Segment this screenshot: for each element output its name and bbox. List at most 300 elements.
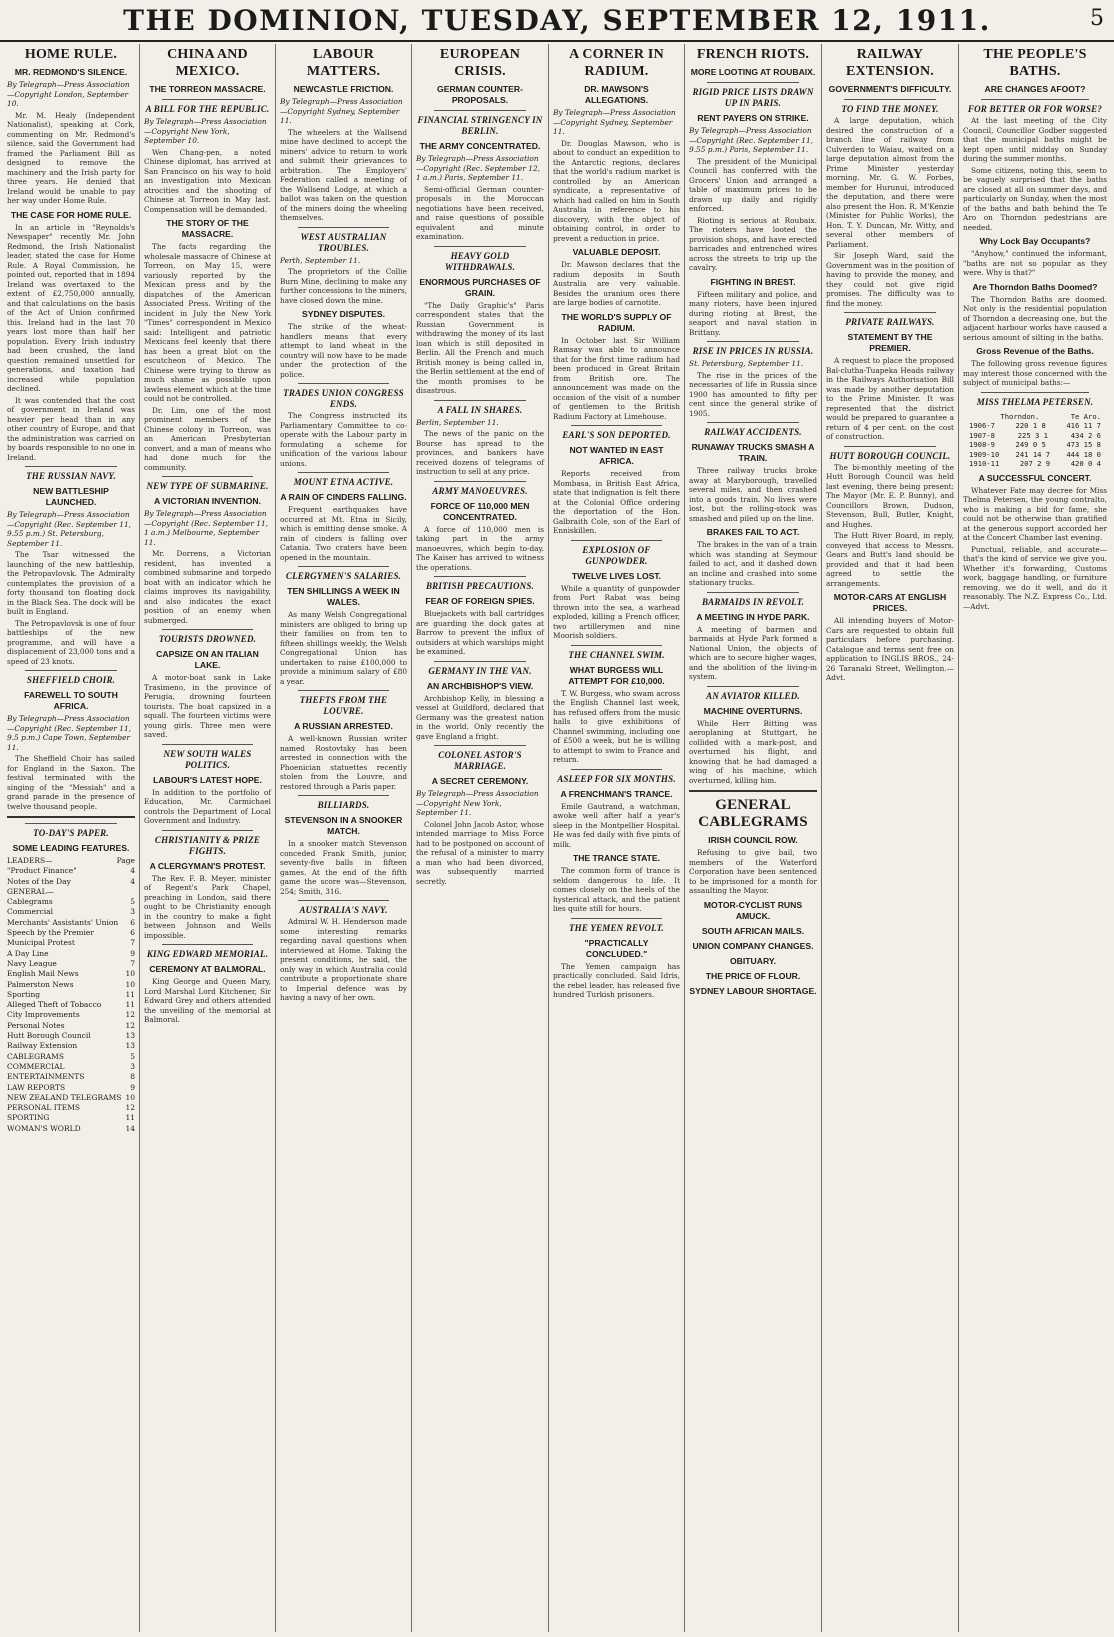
column-corner-radium — [549, 44, 685, 1632]
section-rule — [7, 816, 135, 818]
contents-row — [7, 856, 135, 866]
article-text: "Anyhow," continued the informant, "baths are not so popular as they were. Why is that?" — [963, 249, 1107, 277]
section-rule — [707, 422, 799, 423]
revenue-table-heading: Thorndon. — [1000, 411, 1040, 421]
contents-page: 11 — [125, 1000, 135, 1010]
article-text: A force of 110,000 men is taking part in the army manoeuvres, which begin to-day. The Kaiser has arrived to witness the operations. — [416, 524, 544, 572]
article-text: Rioting is serious at Roubaix. The rioters have looted the provision shops, and have erected barricades and entrenched wires across the streets to trip up the cavalry. — [689, 215, 817, 272]
sub-headline: THE PRICE OF FLOUR. — [705, 970, 801, 981]
sub-headline: STATEMENT BY THE PREMIER. — [847, 332, 933, 353]
article-headline: TO-DAY'S PAPER. — [33, 828, 109, 838]
column-labour-matters — [276, 44, 412, 1632]
sub-headline: IRISH COUNCIL ROW. — [708, 835, 798, 845]
contents-page: 11 — [125, 989, 135, 999]
column-heading: A CORNER IN RADIUM. — [569, 47, 664, 79]
article-text: In an article in "Reynolds's Newspaper" recently Mr. John Redmond, the Irish Nationalist leader, stated the case for Home Rule. A Royal Commission, he pointed out, reported that in 1894 Ireland was overtaxed to the extent of £2,750,000 annually, and that calculations on the basis of the Act of Union confirmed this. Ireland had in the last 70 years lost more than half her population. Every Irish industry had been crushed, the land question remained unsettled for generations, and taxation had increased while population declined. — [7, 222, 135, 393]
contents-page: 6 — [130, 917, 135, 927]
contents-row — [7, 1000, 135, 1010]
article-text: Bluejackets with ball cartridges are guarding the dock gates at Barrow to prevent the influx of outsiders at which warships might be examined. — [416, 609, 544, 656]
section-banner-headline: GENERAL CABLEGRAMS — [698, 797, 808, 830]
article-dateline: By Telegraph—Press Association—Copyright (Rec. September 11, 9.5 p.m.) Cape Town, September 11. — [7, 714, 132, 752]
sub-headline: FORCE OF 110,000 MEN CONCENTRATED. — [430, 500, 530, 522]
section-rule — [434, 400, 526, 401]
article-text: A request to place the proposed Bal-clutha-Tuapeka Heads railway in the Railways Authorisation Bill was made by another deputation to the Prime Minister. It was represented that the district would be prepared to guarantee a return of 4 per cent. on the cost of construction. — [826, 356, 954, 441]
article-headline: BILLIARDS. — [317, 800, 370, 810]
section-rule — [25, 670, 117, 671]
contents-item: Notes of the Day — [7, 876, 71, 886]
article-text: Some citizens, noting this, seem to be vaguely surprised that the baths are closed at all on summer days, and particularly on Sunday, when the most of the baths and bath behind the Te Aro on Thorndon pedestrians are needed. — [963, 165, 1107, 232]
revenue-cell-year: 1908-9 — [969, 440, 995, 449]
contents-row — [7, 938, 135, 948]
sub-headline: CEREMONY AT BALMORAL. — [149, 964, 266, 974]
sub-headline: MR. REDMOND'S SILENCE. — [14, 67, 128, 77]
section-rule — [434, 576, 526, 577]
article-dateline: St. Petersburg, September 11. — [689, 359, 804, 368]
sub-headline: A SECRET CEREMONY. — [431, 776, 529, 786]
column-china-mexico — [140, 44, 276, 1632]
article-text: Dr. Douglas Mawson, who is about to conduct an expedition to the Antarctic regions, declares that the world's radium market is controlled by an American syndicate, a representative of which had called on him in South Australia in reference to his discovery, with the object of obtaining control, in order to prevent a reduction in price. — [553, 138, 680, 243]
article-text: The Yemen campaign has practically concluded. Said Idris, the rebel leader, has released five hundred Turkish prisoners. — [553, 961, 680, 999]
contents-item: LAW REPORTS — [7, 1082, 66, 1092]
article-text: All intending buyers of Motor-Cars are requested to obtain full particulars before purchasing. Catalogue and terms sent free on application to INGLIS BROS., 24-26 Taranaki Street, Wellington.—Advt. — [826, 616, 954, 682]
contents-page: Page — [116, 856, 135, 865]
sub-headline: A RAIN OF CINDERS FALLING. — [280, 492, 407, 502]
article-text: A well-known Russian writer named Rostovtsky has been arrested in connection with the Phoenician statuettes recently stolen from the Louvre, and restored through a Paris paper. — [280, 734, 407, 791]
sub-headline: BRAKES FAIL TO ACT. — [706, 527, 800, 537]
sub-headline: GERMAN COUNTER-PROPOSALS. — [437, 84, 523, 105]
contents-page: 10 — [125, 969, 135, 979]
article-text: As many Welsh Congregational ministers are obliged to bring up their families on from ten to fifteen shillings weekly, the Welsh Congregational Union has undertaken to raise £100,000 to provide a minimum salary of £80 a year. — [280, 610, 407, 686]
sub-headline: A VICTORIAN INVENTION. — [154, 496, 261, 506]
article-text: The news of the panic on the Bourse has spread to the provinces, and bankers have received dozens of telegrams of instruction to sell at any price. — [416, 429, 544, 476]
article-headline: RIGID PRICE LISTS DRAWN UP IN PARIS. — [692, 87, 814, 108]
article-headline: BRITISH PRECAUTIONS. — [425, 581, 535, 591]
column-heading: HOME RULE. — [24, 47, 118, 62]
article-text: In addition to the portfolio of Education, Mr. Carmichael controls the Department of Local Government and Industry. — [144, 787, 271, 825]
article-text: In October last Sir William Ramsay was able to announce that for the first time radium had been produced in Great Britain from British ore. The announcement was made on the occasion of the visit of a number of gentlemen to the British Radium Factory at Limehouse. — [553, 335, 680, 421]
sub-headline: THE TORREON MASSACRE. — [149, 84, 266, 94]
contents-row — [7, 907, 135, 917]
sub-headline: "PRACTICALLY CONCLUDED." — [584, 937, 649, 959]
article-text: Sir Joseph Ward, said the Government was in the position of having to provide the money, and they could not give rigid promises. The difficulty was to find the money. — [826, 251, 954, 308]
revenue-cell-thorndon: 220 1 8 — [1015, 421, 1046, 430]
article-headline: TRADES UNION CONGRESS ENDS. — [283, 388, 404, 409]
contents-row — [7, 1083, 135, 1093]
sub-headline: A SUCCESSFUL CONCERT. — [978, 472, 1092, 483]
section-rule — [298, 472, 389, 473]
revenue-cell-te_aro: 444 18 0 — [1066, 449, 1101, 459]
article-text: Mr. M. Healy (Independent Nationalist), speaking at Cork, commenting on Mr. Redmond's silence, said the Government had framed the Parliament Bill as designed to remove the machinery and the Irish party for three years. He denied that Ireland would be unable to pay her way under Home Rule. — [7, 110, 135, 205]
contents-page: 12 — [125, 1010, 135, 1020]
article-headline: TOURISTS DROWNED. — [158, 634, 257, 644]
revenue-table-header — [969, 412, 1101, 422]
revenue-cell-te_aro: 473 15 8 — [1066, 440, 1101, 449]
contents-row — [7, 1072, 135, 1082]
revenue-cell-year: 1909-10 — [969, 449, 1000, 459]
section-rule — [298, 900, 389, 901]
column-heading: EUROPEAN CRISIS. — [439, 47, 521, 79]
contents-list — [7, 856, 135, 1134]
section-rule — [162, 744, 253, 745]
article-text: A large deputation, which desired the construction of a branch line of railway from Culverden to Waiau, waited on a large deputation almost from the Prime Minister yesterday morning. Mr. G. W. Forbes, member for Hurunui, introduced the deputation, and there were also present the Hon. R. M'Kenzie (Minister for Public Works), the Hon. T. Y. Duncan, Mr. Witty, and several other members of Parliament. — [826, 116, 954, 249]
contents-page: 11 — [125, 1113, 135, 1123]
section-rule — [707, 341, 799, 342]
article-text: Three railway trucks broke away at Maryborough, travelled several miles, and then crashed into a goods train. No lives were lost, but the rolling-stock was smashed and piled up on the line. — [689, 466, 817, 523]
contents-row — [7, 1031, 135, 1041]
article-text: A motor-boat sank in Lake Trasimeno, in the province of Perugia, drowning fourteen tourists. The boat capsized in a squall. The fourteen victims were young girls. Three men were saved. — [144, 673, 271, 739]
sub-headline: Why Lock Bay Occupants? — [979, 236, 1091, 246]
article-headline: EARL'S SON DEPORTED. — [562, 430, 671, 440]
contents-item: Cablegrams — [7, 897, 53, 907]
sub-headline: NEWCASTLE FRICTION. — [293, 84, 394, 94]
contents-item: Hutt Borough Council — [7, 1031, 91, 1041]
sub-headline: FAREWELL TO SOUTH AFRICA. — [24, 690, 118, 711]
column-heading: CHINA AND MEXICO. — [167, 47, 248, 79]
article-headline: MOUNT ETNA ACTIVE. — [293, 477, 394, 487]
contents-page: 5 — [130, 897, 135, 907]
section-rule — [162, 476, 253, 477]
contents-page: 10 — [125, 979, 135, 989]
article-text: The president of the Municipal Council has conferred with the Grocers' Union and arranged a table of maximum prices to be drawn up daily and rigidly enforced. — [689, 156, 817, 213]
revenue-table-row — [969, 431, 1101, 441]
sub-headline: MOTOR-CARS AT ENGLISH PRICES. — [833, 592, 947, 613]
contents-page: 3 — [130, 1061, 135, 1071]
sub-headline: TEN SHILLINGS A WEEK IN WALES. — [287, 586, 400, 607]
contents-item: Navy League — [7, 958, 57, 968]
article-text: The Rev. F. B. Meyer, minister of Regent's Park Chapel, preaching in London, said there ought to be Christianity enough in the country to make a fight between Johnson and Wells impossible. — [144, 873, 271, 940]
sub-headline: A MEETING IN HYDE PARK. — [696, 611, 810, 622]
article-text: At the last meeting of the City Council, Councillor Godber suggested that the municipal baths might be kept open until midday on Sunday during the summer months. — [963, 116, 1107, 163]
section-rule — [434, 745, 526, 746]
contents-item: Railway Extension — [7, 1041, 78, 1051]
contents-row — [7, 1124, 135, 1134]
contents-row — [7, 1062, 135, 1072]
contents-page: 7 — [130, 938, 135, 948]
sub-headline: WHAT BURGESS WILL ATTEMPT FOR £10,000. — [568, 664, 665, 686]
sub-headline: SOME LEADING FEATURES. — [12, 843, 130, 853]
contents-row — [7, 928, 135, 938]
contents-row — [7, 877, 135, 887]
article-text: The Tsar witnessed the launching of the new battleship, the Petropavlovsk. The Admiralty contemplates the provision of a forty thousand ton floating dock in the Black Sea. The dock will be built in England. — [7, 550, 135, 616]
sub-headline: MACHINE OVERTURNS. — [703, 705, 803, 716]
column-heading: FRENCH RIOTS. — [696, 47, 810, 62]
sub-headline: A FRENCHMAN'S TRANCE. — [560, 788, 673, 799]
article-headline: HEAVY GOLD WITHDRAWALS. — [444, 250, 516, 272]
article-text: The Petropavlovsk is one of four battleships of the new programme, and will have a displacement of 23,000 tons and a speed of 23 knots. — [7, 618, 135, 666]
contents-row — [7, 959, 135, 969]
sub-headline: FEAR OF FOREIGN SPIES. — [425, 596, 535, 606]
contents-row — [7, 990, 135, 1000]
contents-item: SPORTING — [7, 1113, 50, 1123]
contents-page: 14 — [125, 1123, 135, 1133]
sub-headline: THE STORY OF THE MASSACRE. — [166, 218, 249, 239]
article-text: The rise in the prices of the necessaries of life in Russia since 1900 has amounted to fifty per cent since the general strike of 1905. — [689, 370, 817, 418]
revenue-table-row — [969, 421, 1101, 431]
article-text: A meeting of barmen and barmaids at Hyde Park formed a National Union, the objects of which are to secure higher wages, and the abolition of the living-in system. — [689, 624, 817, 681]
article-dateline: By Telegraph—Press Association—Copyright New York, September 10. — [144, 117, 267, 145]
contents-item: CABLEGRAMS — [7, 1051, 64, 1061]
article-headline: EXPLOSION OF GUNPOWDER. — [582, 544, 651, 566]
section-rule — [25, 823, 117, 824]
article-text: The bi-monthly meeting of the Hutt Borough Council was held last evening, there being present: The Mayor (Mr. E. P. Bunny), and Councillors Brown, Dudson, Stevenson, Bull, Butler, Knight, and Hughes. — [826, 462, 954, 529]
column-european-crisis — [412, 44, 549, 1632]
sub-headline: DR. MAWSON'S ALLEGATIONS. — [584, 84, 649, 105]
contents-row — [7, 1021, 135, 1031]
article-text: The common form of trance is seldom dangerous to life. It comes closely on the heels of the hysterical attack, and the patient lies quite still for hours. — [553, 866, 680, 913]
section-rule — [25, 466, 117, 467]
article-dateline: Perth, September 11. — [280, 255, 361, 265]
sub-headline: A RUSSIAN ARRESTED. — [294, 721, 393, 731]
contents-item: ENTERTAINMENTS — [7, 1072, 85, 1082]
section-rule — [298, 383, 389, 384]
contents-item: Municipal Protest — [7, 938, 75, 948]
sub-headline: MORE LOOTING AT ROUBAIX. — [690, 67, 816, 77]
section-rule — [981, 392, 1089, 393]
contents-item: LEADERS— — [7, 856, 53, 865]
column-railway-extension — [822, 44, 959, 1632]
sub-headline: SYDNEY LABOUR SHORTAGE. — [689, 985, 817, 996]
article-dateline: By Telegraph—Press Association—Copyright (Rec. September 11, 1 a.m.) Melbourne, September 11. — [144, 509, 269, 547]
section-rule — [298, 690, 389, 691]
contents-page: 13 — [125, 1031, 135, 1041]
column-heading: THE PEOPLE'S BATHS. — [983, 47, 1087, 79]
contents-item: Merchants' Assistants' Union — [7, 917, 119, 927]
article-text: The wheelers at the Wallsend mine have declined to accept the miners' advice to return to work and submit their grievances to arbitration. The Employers' Federation called a meeting of the Wallsend Lodge, at which a ballot was taken on the question of the miners doing the wheeling themselves. — [280, 127, 407, 222]
section-rule — [434, 246, 526, 247]
contents-item: Personal Notes — [7, 1020, 65, 1030]
revenue-cell-te_aro: 416 11 7 — [1066, 421, 1101, 430]
contents-page: 12 — [125, 1103, 135, 1113]
article-headline: FINANCIAL STRINGENCY IN BERLIN. — [417, 115, 543, 136]
contents-row — [7, 1103, 135, 1113]
section-rule — [571, 769, 662, 770]
article-text: Wen Chang-pen, a noted Chinese diplomat, has arrived at San Francisco on his way to hold an investigation into Mexican atrocities and the shooting of Chinese at Torreon in May last. Compensation will be demanded. — [144, 147, 271, 214]
revenue-cell-thorndon: 249 0 5 — [1015, 440, 1046, 449]
revenue-cell-year: 1910-11 — [969, 459, 1000, 468]
article-headline: GERMANY IN THE VAN. — [428, 665, 532, 676]
revenue-cell-thorndon: 241 14 7 — [1015, 449, 1051, 459]
contents-page: 13 — [125, 1041, 135, 1051]
sub-headline: SYDNEY DISPUTES. — [302, 309, 385, 319]
sub-headline: SOUTH AFRICAN MAILS. — [701, 925, 805, 936]
contents-item: NEW ZEALAND TELEGRAMS — [7, 1092, 122, 1102]
page-number: 5 — [1090, 6, 1104, 31]
article-dateline: By Telegraph—Press Association—Copyright London, September 10. — [7, 80, 130, 108]
article-text: Semi-official German counter-proposals in the Moroccan negotiations have been received, and raise questions of possible equivalent and minute examination. — [416, 184, 544, 241]
article-text: While a quantity of gunpowder from Port Rabat was being thrown into the sea, a warhead exploded, killing a French officer, two artillerymen and nine Moorish soldiers. — [553, 583, 680, 640]
article-text: Whatever Fate may decree for Miss Thelma Petersen, the young contralto, who is making a bid for fame, she could not be otherwise than gratified at the generous support accorded her at the Concert Chamber last evening. — [963, 485, 1107, 542]
newspaper-title: THE DOMINION, TUESDAY, SEPTEMBER 12, 1911. — [123, 4, 991, 37]
contents-item: City Improvements — [7, 1010, 80, 1020]
sub-headline: NOT WANTED IN EAST AFRICA. — [569, 445, 664, 466]
article-headline: CLERGYMEN'S SALARIES. — [285, 571, 402, 581]
sub-headline: RENT PAYERS ON STRIKE. — [697, 113, 809, 123]
revenue-cell-te_aro: 434 2 6 — [1070, 430, 1101, 440]
masthead — [0, 0, 1114, 42]
sub-headline: NEW BATTLESHIP LAUNCHED. — [33, 486, 109, 507]
article-headline: NEW TYPE OF SUBMARINE. — [146, 481, 269, 491]
contents-item: A Day Line — [7, 948, 49, 958]
section-rule — [298, 795, 389, 796]
section-rule — [844, 446, 936, 447]
section-rule — [981, 99, 1089, 100]
contents-item: COMMERCIAL — [7, 1061, 65, 1071]
contents-row — [7, 1093, 135, 1103]
article-dateline: By Telegraph—Press Association—Copyright (Rec. September 11, 9.55 p.m.) St. Petersburg, September 11. — [7, 510, 132, 548]
contents-item: Commercial — [7, 907, 53, 917]
contents-page: 3 — [130, 907, 135, 917]
contents-item: PERSONAL ITEMS — [7, 1103, 81, 1113]
contents-row — [7, 1113, 135, 1123]
contents-row — [7, 1041, 135, 1051]
article-headline: THE YEMEN REVOLT. — [568, 922, 664, 933]
contents-item: Palmerston News — [7, 979, 74, 989]
sub-headline: TWELVE LIVES LOST. — [571, 570, 662, 581]
contents-page: 4 — [130, 866, 135, 876]
contents-row — [7, 897, 135, 907]
article-text: Dr. Mawson declares that the radium deposits in South Australia are very valuable. Besides the uranium ores there are large bodies of carnotite. — [553, 260, 680, 307]
sub-headline: ARE CHANGES AFOOT? — [984, 84, 1086, 94]
revenue-table-row — [969, 440, 1101, 450]
sub-headline: FIGHTING IN BREST. — [710, 276, 796, 287]
sub-headline: OBITUARY. — [730, 955, 776, 966]
article-headline: HUTT BOROUGH COUNCIL. — [829, 450, 951, 461]
article-headline: FOR BETTER OR FOR WORSE? — [967, 104, 1103, 114]
article-dateline: By Telegraph—Press Association—Copyright (Rec. September 12, 1 a.m.) Paris, September 11. — [416, 154, 541, 182]
article-text: The proprietors of the Collie Burn Mine, declining to make any further concessions to the miners, have closed down the mine. — [280, 267, 407, 305]
article-text: The following gross revenue figures may interest those concerned with the subject of municipal baths:— — [963, 359, 1107, 387]
section-rule — [434, 481, 526, 482]
contents-page: 9 — [130, 948, 135, 958]
revenue-cell-year: 1906-7 — [969, 421, 995, 430]
section-rule — [298, 566, 389, 567]
sub-headline: STEVENSON IN A SNOOKER MATCH. — [284, 815, 403, 836]
contents-item: Speech by the Premier — [7, 928, 94, 938]
revenue-table-heading: Te Aro. — [1070, 411, 1101, 421]
contents-row — [7, 1010, 135, 1020]
article-headline: A FALL IN SHARES. — [437, 404, 523, 415]
article-headline: NEW SOUTH WALES POLITICS. — [163, 748, 252, 770]
article-headline: AUSTRALIA'S NAVY. — [299, 905, 388, 915]
article-text: Punctual, reliable, and accurate—that's the kind of service we give you. Whether it's forwarding, Customs work, baggage handling, or furniture removing, we do it well, and do it reasonably. The N.Z. Express Co., Ltd.—Advt. — [963, 544, 1107, 611]
article-headline: COLONEL ASTOR'S MARRIAGE. — [438, 750, 522, 771]
contents-row — [7, 1052, 135, 1062]
revenue-cell-thorndon: 207 2 9 — [1019, 459, 1051, 468]
article-text: King George and Queen Mary, Lord Marshal Lord Kitchener, Sir Edward Grey and others attended the unveiling of the memorial at Balmoral. — [144, 977, 271, 1024]
contents-page: 6 — [130, 928, 135, 938]
article-text: The Sheffield Choir has sailed for England in the Saxon. The festival terminated with the singing of the "Messiah" and a grand parade in the presence of twelve thousand people. — [7, 754, 135, 811]
article-text: Reports received from Mombasa, in British East Africa, state that indignation is felt there at the Colonial Office ordering the deportation of the Hon. Galbraith Cole, son of the Earl of Enniskillen. — [553, 469, 680, 535]
contents-row — [7, 887, 135, 897]
sub-headline: THE ARMY CONCENTRATED. — [419, 141, 541, 151]
article-headline: RAILWAY ACCIDENTS. — [704, 427, 802, 437]
article-headline: MISS THELMA PETERSEN. — [976, 396, 1094, 407]
column-peoples-baths — [959, 44, 1111, 1632]
sub-headline: THE CASE FOR HOME RULE. — [10, 209, 132, 220]
section-rule — [162, 944, 253, 945]
section-rule — [707, 686, 799, 687]
revenue-table-row — [969, 450, 1101, 460]
section-rule — [162, 99, 253, 100]
article-headline: PRIVATE RAILWAYS. — [845, 317, 935, 327]
section-rule — [689, 790, 817, 792]
section-rule — [844, 99, 936, 100]
article-dateline: By Telegraph—Press Association—Copyright Sydney, September 11. — [280, 97, 403, 125]
contents-item: English Mail News — [7, 969, 79, 979]
sub-headline: UNION COMPANY CHANGES. — [692, 940, 814, 951]
article-text: The Hutt River Board, in reply, conveyed that access to Messrs. Gears and Butt's land should be provided and that it had been agreed to settle the arrangements. — [826, 531, 954, 588]
article-text: Colonel John Jacob Astor, whose intended marriage to Miss Force had to be postponed on account of the refusal of a minister to marry a man who had been divorced, was subsequently married secretly. — [416, 819, 544, 886]
article-headline: THE RUSSIAN NAVY. — [26, 471, 116, 481]
article-text: The Thorndon Baths are doomed. Not only is the residential population of Thorndon a decreasing one, but the adjacent harbour works have caused a serious amount of silting in the baths. — [963, 294, 1107, 342]
revenue-cell-te_aro: 420 0 4 — [1070, 459, 1101, 468]
contents-page: 9 — [130, 1082, 135, 1092]
article-text: While Herr Bitting was aeroplaning at Stuttgart, he collided with a mark-post, and overturned his flight, and knowing that he had damaged a wing of his machine, which overturned, killing him. — [689, 718, 817, 785]
sub-headline: LABOUR'S LATEST HOPE. — [153, 774, 262, 785]
section-rule — [571, 918, 662, 919]
article-headline: ASLEEP FOR SIX MONTHS. — [557, 773, 676, 784]
article-text: The brakes in the van of a train which was standing at Seymour failed to act, and it dashed down an incline and crashed into some stationary trucks. — [689, 540, 817, 587]
column-home-rule — [3, 44, 140, 1632]
article-headline: AN AVIATOR KILLED. — [706, 690, 800, 701]
section-rule — [571, 645, 662, 646]
article-dateline: By Telegraph—Press Association—Copyright Sydney, September 11. — [553, 108, 676, 136]
sub-headline: GOVERNMENT'S DIFFICULTY. — [828, 84, 952, 94]
section-rule — [844, 312, 936, 313]
article-headline: TO FIND THE MONEY. — [841, 104, 939, 114]
sub-headline: AN ARCHBISHOP'S VIEW. — [426, 680, 534, 691]
article-text: It was contended that the cost of government in Ireland was heavier per head than in any other country of Europe, and that the administration was carried on by boards responsible to no one in Ireland. — [7, 395, 135, 462]
contents-page: 4 — [130, 876, 135, 886]
newspaper-page — [3, 44, 1111, 1632]
article-headline: THE CHANNEL SWIM. — [568, 649, 665, 660]
sub-headline: THE WORLD'S SUPPLY OF RADIUM. — [561, 311, 672, 333]
article-dateline: By Telegraph—Press Association—Copyright (Rec. September 11, 9.55 p.m.) Paris, September 11. — [689, 126, 814, 154]
section-rule — [162, 629, 253, 630]
article-text: The Congress instructed its Parliamentary Committee to co-operate with the Labour party in formulating a scheme for unification of the various labour unions. — [280, 411, 407, 468]
article-text: Archbishop Kelly, in blessing a vessel at Guildford, declared that Germany was the greatest nation in the world. Only recently the gave England a fright. — [416, 693, 544, 741]
article-dateline: By Telegraph—Press Association—Copyright New York, September 11. — [416, 789, 539, 817]
article-text: Emile Gautrand, a watchman, awoke well after half a year's sleep in the Montpellier Hospital. He was fed daily with five pints of milk. — [553, 801, 680, 849]
article-headline: WEST AUSTRALIAN TROUBLES. — [300, 231, 387, 253]
contents-item: GENERAL— — [7, 886, 55, 896]
article-text: T. W. Burgess, who swam across the English Channel last week, has refused offers from the music halls to give exhibitions of Channel swimming, including one of £500 a week, but he is willing to attempt to swim to France and return. — [553, 688, 681, 764]
article-text: Admiral W. H. Henderson made some interesting remarks regarding naval questions when interviewed at Home. Taking the present conditions, he said, the only way in which Australia could contribute a proportionate share to Imperial defence was by having a navy of her own. — [280, 917, 407, 1002]
article-headline: RISE IN PRICES IN RUSSIA. — [692, 346, 814, 356]
section-rule — [162, 830, 253, 831]
section-rule — [571, 425, 662, 426]
section-rule — [434, 110, 526, 111]
sub-headline: THE TRANCE STATE. — [572, 853, 661, 863]
sub-headline: MOTOR-CYCLIST RUNS AMUCK. — [703, 899, 803, 921]
contents-row — [7, 980, 135, 990]
contents-page: 5 — [130, 1051, 135, 1061]
column-heading: LABOUR MATTERS. — [306, 47, 381, 79]
article-text: Refusing to give bail, two members of the Waterford Corporation have been sentenced to be imprisoned for a month for assaulting the Mayor. — [689, 848, 817, 895]
section-rule — [298, 227, 389, 228]
contents-item: Alleged Theft of Tobacco — [7, 1000, 102, 1010]
article-text: Dr. Lim, one of the most prominent members of the Chinese colony in Torreon, was an American Presbyterian convert, and a man of means who had done much for the community. — [144, 405, 271, 472]
sub-headline: Gross Revenue of the Baths. — [976, 346, 1094, 356]
sub-headline: A CLERGYMAN'S PROTEST. — [149, 860, 266, 871]
article-headline: SHEFFIELD CHOIR. — [26, 675, 116, 685]
sub-headline: CAPSIZE ON AN ITALIAN LAKE. — [156, 649, 259, 670]
contents-page: 12 — [125, 1020, 135, 1030]
sub-headline: ENORMOUS PURCHASES OF GRAIN. — [419, 276, 541, 298]
article-headline: KING EDWARD MEMORIAL. — [146, 949, 269, 959]
article-text: In a snooker match Stevenson conceded Frank Smith, junior, seventy-five balls in fifteen games. At the end of the fifth game the score was—Stevenson, 254; Smith, 316. — [280, 839, 407, 896]
sub-headline: RUNAWAY TRUCKS SMASH A TRAIN. — [691, 442, 815, 463]
